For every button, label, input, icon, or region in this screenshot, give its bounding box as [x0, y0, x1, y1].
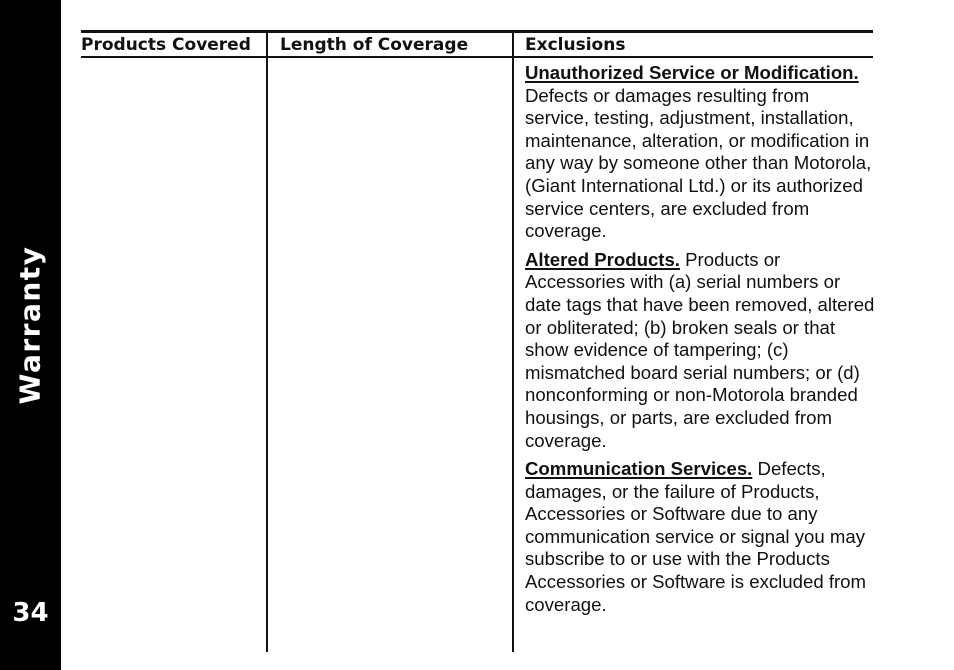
- column-header-length-of-coverage: Length of Coverage: [280, 35, 469, 55]
- column-header-products-covered: Products Covered: [81, 35, 251, 55]
- exclusion-communication-services: [525, 458, 875, 616]
- table-header-rule: [81, 56, 873, 58]
- exclusion-title: Communication Services.: [525, 458, 753, 480]
- exclusion-unauthorized-service: [525, 62, 875, 243]
- section-sidebar: [0, 0, 61, 670]
- exclusion-title: Altered Products.: [525, 248, 680, 270]
- exclusion-text: Defects, damages, or the failure of Products, Accessories or Software due to any communication service or signal you may subscribe to or use with the Products Accessories or Software is excluded from coverage.: [525, 458, 867, 615]
- column-header-exclusions: Exclusions: [525, 35, 626, 55]
- column-divider: [512, 33, 514, 652]
- exclusion-altered-products: [525, 249, 875, 452]
- exclusion-text: Products or Accessories with (a) serial numbers or date tags that have been removed, altered or obliterated; (b) broken seals or that show evidence of tampering; (c) mismatched board serial numbers; or (d) nonconforming or non-Motorola branded housings, or parts, are excluded from coverage.: [525, 248, 875, 451]
- column-divider: [266, 33, 268, 652]
- section-title: Warranty: [13, 245, 47, 405]
- page-number: 34: [12, 598, 49, 628]
- exclusions-cell: [525, 62, 875, 622]
- table-top-rule: [81, 30, 873, 33]
- exclusion-title: Unauthorized Service or Modification.: [525, 62, 859, 83]
- exclusion-text: Defects or damages resulting from service, testing, adjustment, installation, maintenance, alteration, or modification in any way by someone other than Motorola, (Giant International Ltd.) or its authorized service centers, are excluded from coverage.: [525, 84, 872, 242]
